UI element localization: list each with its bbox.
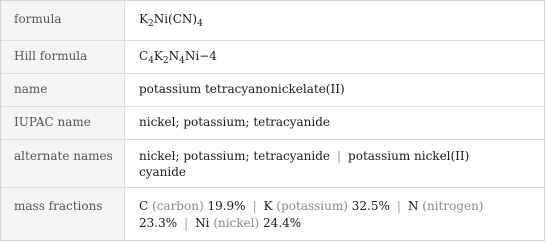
row-hill-formula xyxy=(1,41,544,74)
mass-fraction-n-start: N (nitrogen) xyxy=(407,199,484,213)
value-name: potassium tetracyanonickelate(II) xyxy=(139,82,345,96)
mass-fraction-ni: Ni (nickel) 24.4% xyxy=(195,216,302,230)
mass-fraction-k: K (potassium) 32.5% xyxy=(263,199,390,213)
value-alternate-names xyxy=(126,140,544,187)
mass-fractions-line-2: 23.3% | Ni (nickel) 24.4% xyxy=(139,216,302,230)
label-mass-fractions: mass fractions xyxy=(1,188,125,240)
hill-formula-text: $C_4K_2N_4Ni-4$ xyxy=(139,49,217,66)
row-iupac-name xyxy=(1,107,544,140)
row-mass-fractions xyxy=(1,188,544,240)
value-mass-fractions xyxy=(126,188,544,240)
label-alternate-names: alternate names xyxy=(1,140,125,187)
mass-fractions-line-1: C (carbon) 19.9% | K (potassium) 32.5% | N (nitrogen) xyxy=(139,199,484,213)
mass-fraction-c: C (carbon) 19.9% xyxy=(139,199,246,213)
row-alternate-names xyxy=(1,140,544,188)
mass-fraction-n-pct: 23.3% xyxy=(139,216,178,230)
label-iupac-name: IUPAC name xyxy=(1,107,125,139)
value-iupac-name: nickel; potassium; tetracyanide xyxy=(139,115,330,129)
alternate-name-1: nickel; potassium; tetracyanide | potassium nickel(II) xyxy=(139,149,470,163)
label-name: name xyxy=(1,74,125,106)
row-name xyxy=(1,74,544,107)
label-formula: formula xyxy=(1,1,125,40)
value-formula xyxy=(126,1,544,40)
row-formula xyxy=(1,1,544,41)
alternate-name-1-cont: cyanide xyxy=(139,165,187,179)
value-hill-formula xyxy=(126,41,544,73)
label-hill-formula: Hill formula xyxy=(1,41,125,73)
formula-text: $K_2Ni(CN)_4$ xyxy=(139,12,203,29)
